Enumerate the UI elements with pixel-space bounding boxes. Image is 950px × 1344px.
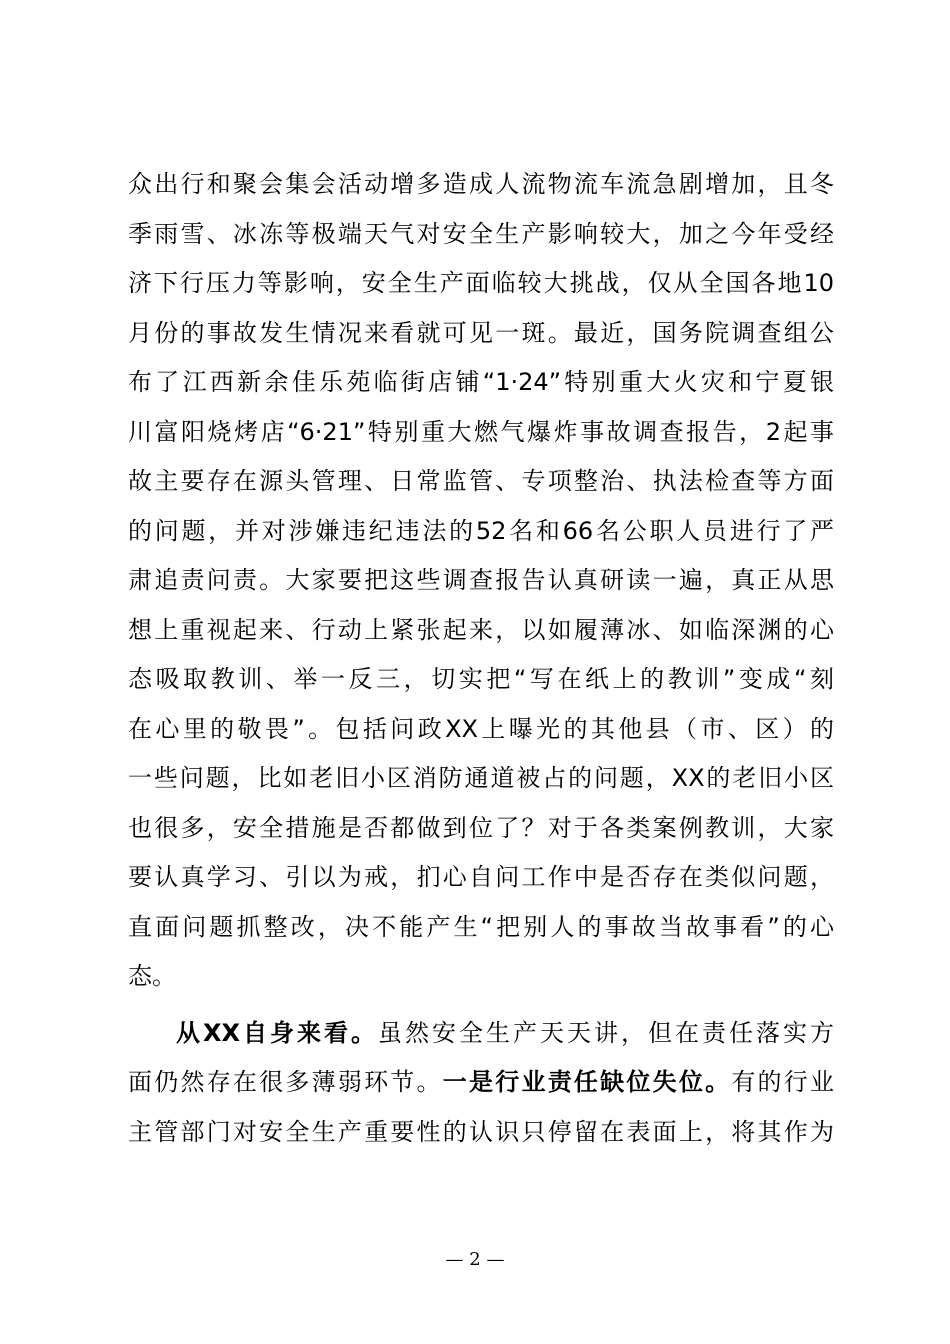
paragraph-1-line-5: 布了江西新余佳乐苑临街店铺“1·24”特别重大火灾和宁夏银 <box>128 368 834 396</box>
paragraph-1-line-8: 的问题，并对涉嫌违纪违法的52名和66名公职人员进行了严 <box>128 516 834 545</box>
paragraph-1-line-14: 也很多，安全措施是否都做到位了？对于各类案例教训，大家 <box>128 813 834 842</box>
paragraph-1-line-2: 季雨雪、冰冻等极端天气对安全生产影响较大，加之今年受经 <box>128 219 834 248</box>
page-number: — 2 — <box>445 1249 505 1270</box>
paragraph-1-line-3: 济下行压力等影响，安全生产面临较大挑战，仅从全国各地10 <box>128 269 834 297</box>
paragraph-1-line-10: 想上重视起来、行动上紧张起来，以如履薄冰、如临深渊的心 <box>128 615 834 644</box>
paragraph-1-line-9: 肃追责问责。大家要把这些调查报告认真研读一遍，真正从思 <box>128 566 834 594</box>
paragraph-2-line-2-start: 面仍然存在很多薄弱环节。 <box>128 1068 443 1096</box>
paragraph-2-line-3: 主管部门对安全生产重要性的认识只停留在表面上，将其作为 <box>128 1117 834 1146</box>
paragraph-1 <box>128 160 834 1002</box>
section-heading: 从XX自身来看。 <box>176 1018 379 1047</box>
paragraph-1-line-6: 川富阳烧烤店“6·21”特别重大燃气爆炸事故调查报告，2起事 <box>128 417 834 446</box>
paragraph-2-line-1 <box>128 1009 834 1059</box>
paragraph-2 <box>128 1009 834 1158</box>
paragraph-1-line-16: 直面问题抓整改，决不能产生“把别人的事故当故事看”的心 <box>128 912 834 941</box>
paragraph-1-line-1: 众出行和聚会集会活动增多造成人流物流车流急剧增加，且冬 <box>128 170 834 198</box>
paragraph-1-line-7: 故主要存在源头管理、日常监管、专项整治、执法检查等方面 <box>128 467 834 495</box>
subpoint-heading: 一是行业责任缺位失位。 <box>442 1068 732 1096</box>
paragraph-2-line-2 <box>128 1058 834 1108</box>
paragraph-2-line-2-end: 有的行业 <box>731 1068 835 1096</box>
paragraph-1-line-12: 在心里的敬畏”。包括问政XX上曝光的其他县（市、区）的 <box>128 714 834 743</box>
paragraph-2-line-1-text: 虽然安全生产天天讲，但在责任落实方 <box>378 1018 835 1047</box>
paragraph-1-line-4: 月份的事故发生情况来看就可见一斑。最近，国务院调查组公 <box>128 318 834 347</box>
paragraph-1-line-17: 态。 <box>128 962 176 990</box>
paragraph-1-line-13: 一些问题，比如老旧小区消防通道被占的问题，XX的老旧小区 <box>128 764 834 792</box>
document-body <box>128 160 834 1157</box>
paragraph-1-line-15: 要认真学习、引以为戒，扪心自问工作中是否存在类似问题， <box>128 863 834 891</box>
paragraph-1-line-11: 态吸取教训、举一反三，切实把“写在纸上的教训”变成“刻 <box>128 665 834 693</box>
